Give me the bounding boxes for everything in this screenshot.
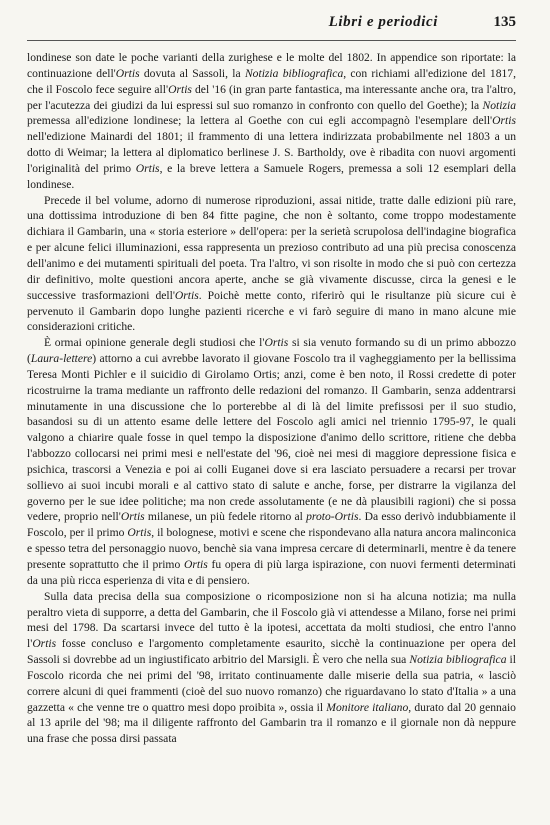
italic-text: Laura-lettere bbox=[30, 352, 93, 366]
text-run: . Poichè mette conto, riferirò qui le risultanze più sicure cui è pervenuto il Gambarin dopo lunghe pazienti ricerche e vi farò seguire di mano in mano alcune mie considerazioni critiche. bbox=[27, 288, 516, 334]
text-run: dovuta al Sassoli, la bbox=[139, 66, 245, 80]
italic-text: Notizia bbox=[482, 98, 516, 112]
italic-text: Ortis bbox=[264, 336, 289, 350]
text-run: nell'edizione Mainardi del 1801; il frammento di una lettera indirizzata probabilmente nel 1803 a un dotto di Weimar; la lettera al diplomatico berlinese J. S. Bartholdy, ove è ribadita con nuovi argomenti l'originalità del primo bbox=[27, 130, 516, 175]
italic-text: proto-Ortis bbox=[306, 510, 359, 524]
running-title: Libri e periodici bbox=[328, 14, 438, 30]
text-run: . Da esso derivò indubbiamente il Foscolo, per il primo bbox=[27, 510, 516, 540]
paragraph bbox=[27, 589, 516, 747]
text-run: fosse concluso e l'argomento completamente esaurito, sicchè la continuazione per opera del Sassoli si dovrebbe ad un ingiustificato arbitrio del Marsigli. È vero che nella sua bbox=[27, 637, 516, 667]
text-run: , e la breve lettera a Samuele Rogers, premessa a soli 12 esemplari della londinese. bbox=[27, 161, 516, 191]
paragraph bbox=[27, 193, 516, 336]
text-run: , il bolognese, motivi e scene che rispondevano alla natura ancora malinconica e spesso tetra del personaggio nuovo, benchè sia vana impresa cercare di determinarli, mentre è da tenere presente soprattutto che il primo bbox=[27, 526, 516, 571]
text-run: si sia venuto formando su di un primo abbozzo ( bbox=[27, 336, 516, 366]
italic-text: Notizia bibliografica bbox=[244, 66, 344, 80]
italic-text: Ortis bbox=[115, 66, 140, 80]
page-number: 135 bbox=[493, 14, 516, 30]
text-run: Precede il bel volume, adorno di numerose riproduzioni, assai nitide, tratte dalle edizioni più rare, una dottissima introduzione di ben 84 fitte pagine, che non è soltanto, come troppo modestamente dichiara il Gambarin, una « storia esteriore » dell'opera: per la serietà scrupolosa dell'indagine biografica e per alcune felici illuminazioni, essa rappresenta un prezioso contributo ad una più precisa conoscenza dell'animo e dei mutamenti spirituali del poeta. Tra l'altro, vi son risolte in modo che si può con certezza dir definitivo, molte questioni ancora aperte, anche se già vivamente discusse, circa la genesi e le successive trasformazioni dell' bbox=[27, 193, 516, 302]
italic-text: Ortis bbox=[492, 114, 516, 128]
text-run: fu opera di più larga ispirazione, con nuovi fermenti determinati da una più ricca esperienza di vita e di pensiero. bbox=[27, 558, 516, 587]
body-text bbox=[27, 50, 516, 747]
italic-text: Ortis bbox=[168, 82, 192, 96]
page-header bbox=[0, 14, 516, 34]
text-run: milanese, un più fedele ritorno al bbox=[144, 510, 307, 524]
text-run: del '16 (in gran parte fantastica, ma interessante anche ora, tra l'altro, per l'acutezza dei giudizi da lui espressi sul suo romanzo in confronto con quello del Goethe); la bbox=[27, 82, 516, 112]
italic-text: Ortis bbox=[174, 288, 199, 302]
italic-text: Ortis bbox=[183, 558, 208, 571]
paragraph bbox=[27, 335, 516, 589]
italic-text: Notizia bibliografica bbox=[409, 653, 507, 667]
text-run: Sulla data precisa della sua composizione o ricomposizione non si ha alcuna notizia; ma nulla peraltro vieta di supporre, a detta del Gambarin, che il Foscolo già vi attendesse a Milano, forse nei primi mesi del 1798. Da scartarsi invece del tutto è la ipotesi, accettata da molti studiosi, che entro l'anno l' bbox=[27, 589, 516, 651]
paragraph bbox=[27, 50, 516, 193]
text-run: il Foscolo ricorda che nei primi del '98, irritato continuamente dalle miserie della sua patria, « lasciò correre alcuni di quei frammenti (cioè del suo nuovo romanzo) che riguardavano lo stato d'Italia » a una gazzetta « che venne tre o quattro mesi dopo proibita », ossia il bbox=[27, 653, 516, 714]
text-run: ) attorno a cui avrebbe lavorato il giovane Foscolo tra il vagheggiamento per la bellissima Teresa Monti Pichler e il suicidio di Girolamo Ortis; anzi, come è ben noto, il Rossi credette di poter ricostruirne la trama mediante un raffronto delle redazioni del romanzo. Il Gambarin, senza addentrarsi minutamente in una discussione che lo porterebbe al di là del limite prefissosi per il suo studio, basandosi su di un attento esame delle lettere del Foscolo agli amici nel triennio 1795-97, le quali valgono a chiarire quale fosse in quel tempo la disposizione d'animo dello scrittore, ritiene che debba l'abbozzo collocarsi nei primi mesi e nell'estate del '96, cioè nei mesi di maggiore depressione fisica e psichica, trascorsi a Venezia e poi ai colli Euganei dove si era lasciato persuadere a recarsi per trovar sollievo ai suoi incubi morali e al cattivo stato di salute e anche, forse, per distrarre la vigilanza del governo per le sue idee politiche; ma non crede assolutamente (e ne dà plausibili ragioni) che si possa vedere, proprio nell' bbox=[27, 352, 516, 524]
italic-text: Ortis bbox=[135, 161, 160, 175]
text-run: premessa all'edizione londinese; la lettera al Goethe con cui egli accompagnò l'esemplare dell' bbox=[27, 114, 493, 128]
header-divider bbox=[27, 40, 516, 41]
text-run: londinese son date le poche varianti della zurighese e le molte del 1802. In appendice son riportate: la continuazione dell' bbox=[27, 51, 516, 80]
italic-text: Monitore italiano bbox=[326, 700, 409, 714]
text-run: È ormai opinione generale degli studiosi che l' bbox=[44, 336, 265, 350]
italic-text: Ortis bbox=[32, 637, 57, 651]
italic-text: Ortis bbox=[127, 526, 152, 540]
text-run: , con richiami all'edizione del 1817, che il Foscolo fece seguire all' bbox=[27, 66, 516, 96]
italic-text: Ortis bbox=[120, 510, 145, 524]
text-run: , durato dal 20 gennaio al 13 aprile del '98; ma il diligente raffronto del Gambarin tra il romanzo e il giornale non dà neppure una frase che possa dirsi passata bbox=[27, 700, 516, 746]
